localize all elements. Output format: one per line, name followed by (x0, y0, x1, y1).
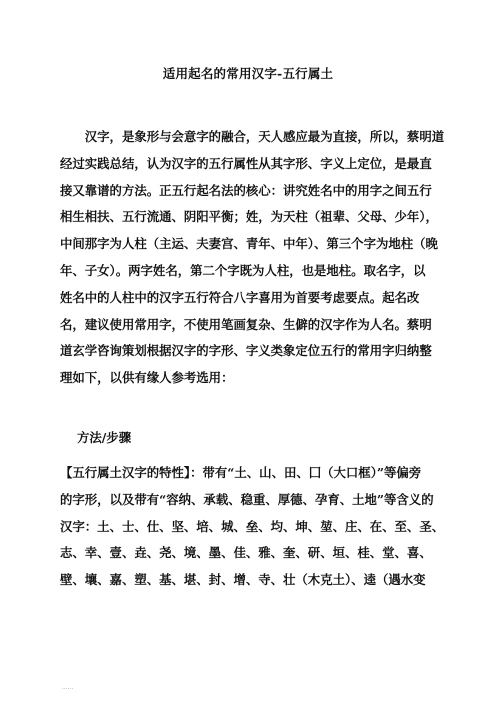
earth-characters-paragraph (60, 460, 445, 594)
document-title: 适用起名的常用汉字-五行属土 (162, 66, 334, 81)
paragraph-line: 汉字：土、士、仕、坚、培、城、垒、均、坤、堃、庄、在、至、圣、 (60, 518, 445, 534)
paragraph-line: 道玄学咨询策划根据汉字的字形、字义类象定位五行的常用字归纳整 (60, 343, 432, 359)
paragraph-line: 名，建议使用常用字，不使用笔画复杂、生僻的汉字作为人名。蔡明 (60, 316, 432, 332)
paragraph-line: 【五行属土汉字的特性】：带有“土、山、田、囗（大口框）”等偏旁 (60, 465, 422, 480)
paragraph-line: 姓名中的人柱中的汉字五行符合八字喜用为首要考虑要点。起名改 (60, 289, 420, 305)
paragraph-line: 经过实践总结，认为汉字的五行属性从其字形、字义上定位，是最直 (60, 155, 432, 171)
paragraph-line: 接又靠谱的方法。正五行起名法的核心：讲究姓名中的用字之间五行 (60, 182, 432, 198)
step-heading: 方法/步骤 (77, 430, 132, 445)
intro-paragraph (60, 124, 445, 392)
footer-mark: ...... (62, 684, 74, 691)
paragraph-line: 理如下，以供有缘人参考选用： (60, 370, 234, 386)
paragraph-line: 壁、壤、嘉、塑、基、堪、封、增、寺、壮（木克土）、逵（遇水变 (60, 572, 426, 588)
paragraph-line: 中间那字为人柱（主运、夫妻宫、青年、中年）、第三个字为地柱（晚 (60, 236, 438, 252)
paragraph-line: 志、幸、壹、垚、尧、境、墨、佳、雅、奎、研、垣、桂、堂、喜、 (60, 545, 432, 561)
paragraph-line: 相生相扶、五行流通、阴阳平衡；姓，为天柱（祖辈、父母、少年）， (60, 209, 438, 225)
paragraph-line: 年、子女）。两字姓名，第二个字既为人柱，也是地柱。取名字，以 (60, 262, 426, 278)
paragraph-line: 汉字，是象形与会意字的融合，天人感应最为直接，所以，蔡明道 (60, 129, 445, 144)
paragraph-line: 的字形，以及带有“容纳、承载、稳重、厚德、孕育、土地”等含义的 (60, 491, 434, 507)
